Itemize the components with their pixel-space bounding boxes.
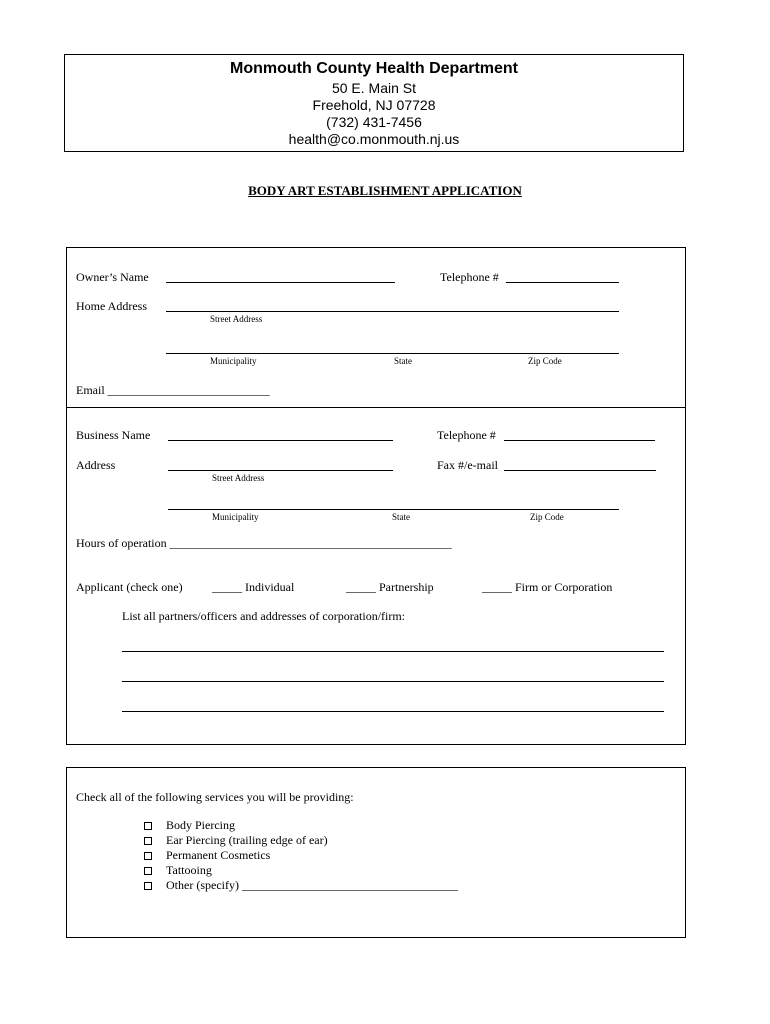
home-municipality-caption: Municipality [210,356,257,366]
partners-line-3[interactable] [122,697,664,712]
partners-line-1[interactable] [122,637,664,652]
home-zip-caption: Zip Code [528,356,562,366]
owner-name-field[interactable] [166,268,395,283]
owner-name-label: Owner’s Name [76,270,149,284]
business-telephone-label: Telephone # [437,428,496,442]
business-zip-caption: Zip Code [530,512,564,522]
checkbox-tattooing[interactable] [144,867,152,875]
checkbox-other[interactable] [144,882,152,890]
org-street: 50 E. Main St [331,80,417,96]
home-municipality-state-zip-field[interactable] [166,339,619,354]
header-box [64,54,684,152]
form-title: BODY ART ESTABLISHMENT APPLICATION [248,183,522,198]
applicant-type-label: Applicant (check one) [76,580,183,594]
org-name: Monmouth County Health Department [230,60,518,77]
checkbox-permanent-cosmetics[interactable] [144,852,152,860]
checkbox-ear-piercing[interactable] [144,837,152,845]
org-phone: (732) 431-7456 [326,114,422,130]
business-name-field[interactable] [168,426,393,441]
business-fax-field[interactable] [504,456,656,471]
business-municipality-caption: Municipality [212,512,259,522]
services-prompt: Check all of the following services you will be providing: [76,790,354,804]
home-street-field[interactable] [166,297,619,312]
checkbox-body-piercing[interactable] [144,822,152,830]
owner-telephone-label: Telephone # [440,270,499,284]
partners-line-2[interactable] [122,667,664,682]
service-tattooing: Tattooing [166,863,212,877]
business-name-label: Business Name [76,428,151,442]
org-email: health@co.monmouth.nj.us [288,131,460,147]
owner-email-label[interactable]: Email ___________________________ [76,383,270,397]
business-state-caption: State [392,512,410,522]
org-city: Freehold, NJ 07728 [312,97,436,113]
owner-telephone-field[interactable] [506,268,619,283]
business-telephone-field[interactable] [504,426,655,441]
section-divider [66,407,686,408]
applicant-option-corporation[interactable]: _____ Firm or Corporation [482,580,613,594]
business-municipality-state-zip-field[interactable] [168,495,619,510]
service-body-piercing: Body Piercing [166,818,235,832]
service-other-specify[interactable]: Other (specify) ____________________________________ [166,878,458,892]
business-street-field[interactable] [168,456,393,471]
service-permanent-cosmetics: Permanent Cosmetics [166,848,271,862]
business-address-label: Address [76,458,116,472]
home-address-label: Home Address [76,299,147,313]
hours-of-operation-label[interactable]: Hours of operation _______________________________________________ [76,536,452,550]
applicant-option-individual[interactable]: _____ Individual [212,580,295,594]
home-street-caption: Street Address [210,314,263,324]
business-street-caption: Street Address [212,473,265,483]
partners-list-label: List all partners/officers and addresses of corporation/firm: [122,609,406,623]
home-state-caption: State [394,356,412,366]
applicant-option-partnership[interactable]: _____ Partnership [346,580,434,594]
service-ear-piercing: Ear Piercing (trailing edge of ear) [166,833,328,847]
business-fax-label: Fax #/e-mail [437,458,498,472]
